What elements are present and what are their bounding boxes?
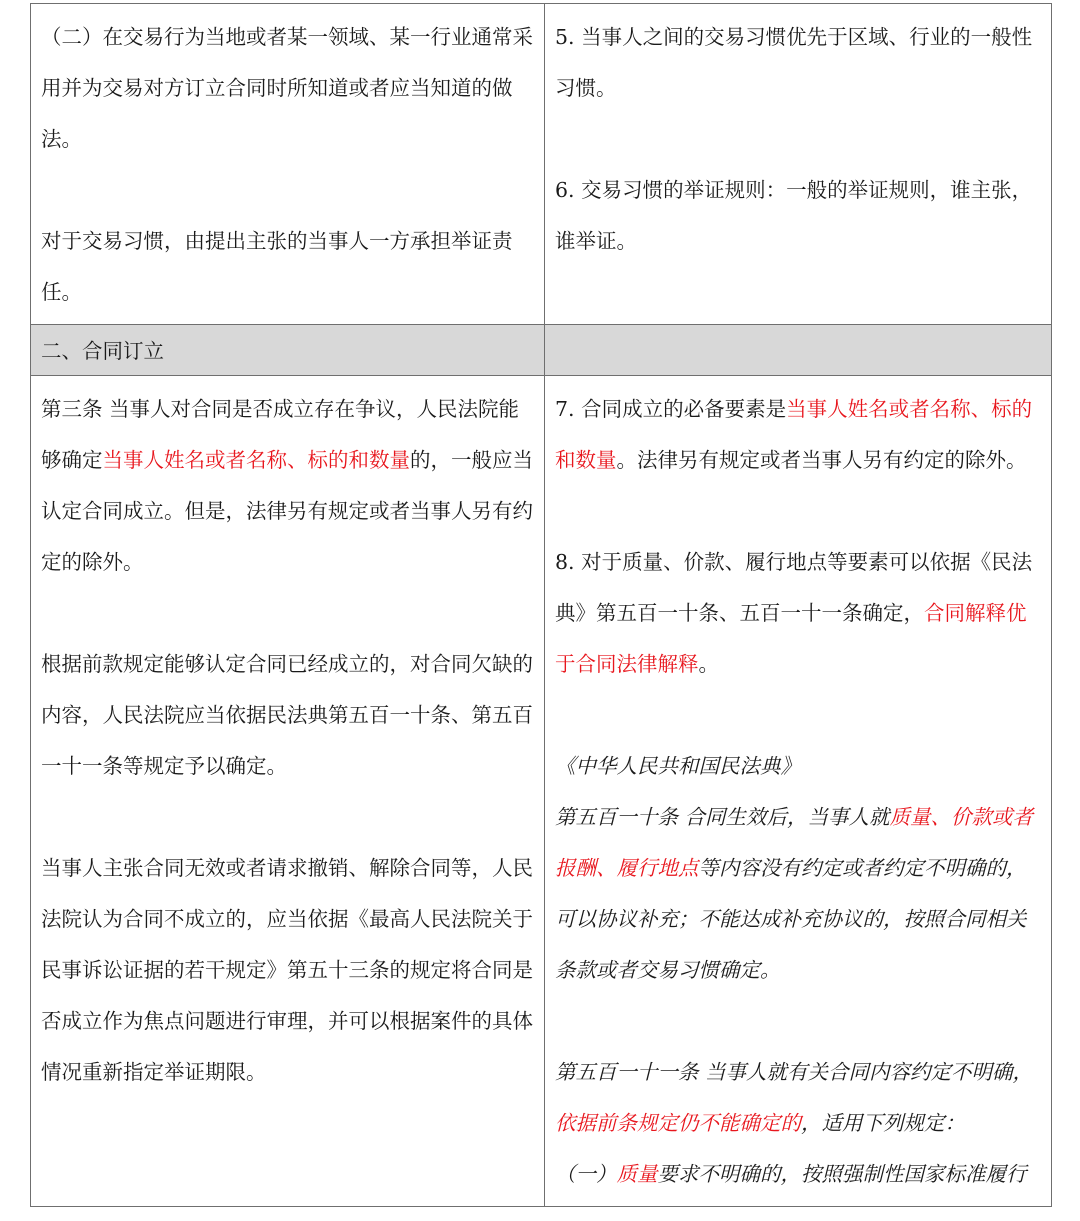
civil-code-title: 《中华人民共和国民法典》: [555, 754, 801, 778]
article-511-item-1-highlight: 质量: [616, 1162, 658, 1186]
article-3-p1-highlight: 当事人姓名或者名称、标的和数量: [102, 448, 410, 472]
paragraph-spacer: [555, 996, 1041, 1047]
article-510-highlight: 质量、价款或者报酬、履行地点: [555, 805, 1034, 880]
article-3-p1-end: 的，一般应当认定合同成立。但是，法律另有规定或者当事人另有约定的除外。: [41, 448, 533, 574]
note-7-start: 7. 合同成立的必备要素是: [555, 397, 787, 421]
civil-code-article-511: [555, 1047, 1041, 1149]
right-cell-article-3: [545, 376, 1052, 1207]
note-8-end: 。: [698, 652, 719, 676]
left-cell-article-3: [31, 376, 545, 1207]
note-item-7: [555, 384, 1041, 486]
article-3-paragraph-3: 当事人主张合同无效或者请求撤销、解除合同等，人民法院认为合同不成立的，应当依据《最高人民法院关于民事诉讼证据的若干规定》第五十三条的规定将合同是否成立作为焦点问题进行审理，并可以根据案件的具体情况重新指定举证期限。: [41, 856, 533, 1084]
note-7-end: 。法律另有规定或者当事人另有约定的除外。: [616, 448, 1027, 472]
table-row-article-3: [31, 376, 1052, 1207]
paragraph-spacer: [555, 114, 1041, 165]
article-511-item-1-end: 要求不明确的，按照强制性国家标准履行: [657, 1162, 1027, 1186]
note-item-5: 5. 当事人之间的交易习惯优先于区域、行业的一般性习惯。: [555, 25, 1033, 100]
table-row-section-heading: [31, 325, 1052, 376]
note-8-start: 8. 对于质量、价款、履行地点等要素可以依据《民法典》第五百一十条、五百一十一条确定，: [555, 550, 1033, 625]
burden-of-proof-text: 对于交易习惯，由提出主张的当事人一方承担举证责任。: [41, 229, 513, 304]
article-3-p1-start: 第三条 当事人对合同是否成立存在争议，人民法院能够确定: [41, 397, 520, 472]
article-511-end: ，适用下列规定：: [801, 1111, 965, 1135]
paragraph-spacer: [555, 690, 1041, 741]
article-510-start: 第五百一十条 合同生效后，当事人就: [555, 805, 890, 829]
paragraph-spacer: [41, 792, 534, 843]
note-item-6: 6. 交易习惯的举证规则：一般的举证规则，谁主张，谁举证。: [555, 178, 1033, 253]
article-item-2-text: （二）在交易行为当地或者某一领域、某一行业通常采用并为交易对方订立合同时所知道或者应当知道的做法。: [41, 25, 533, 151]
note-item-8: [555, 537, 1041, 690]
table-row-custom-practice: [31, 4, 1052, 325]
note-8-highlight: 合同解释优于合同法律解释: [555, 601, 1027, 676]
civil-code-article-510: [555, 792, 1041, 996]
paragraph-spacer: [41, 588, 534, 639]
article-3-paragraph-1: [41, 384, 534, 588]
civil-code-article-511-item-1: [555, 1149, 1041, 1200]
paragraph-spacer: [41, 165, 534, 216]
article-3-paragraph-2: 根据前款规定能够认定合同已经成立的，对合同欠缺的内容，人民法院应当依据民法典第五百一十条、第五百一十一条等规定予以确定。: [41, 652, 533, 778]
paragraph-spacer: [555, 486, 1041, 537]
section-heading-empty-cell: [545, 325, 1052, 376]
article-510-end: 等内容没有约定或者约定不明确的，可以协议补充；不能达成补充协议的，按照合同相关条款或者交易习惯确定。: [555, 856, 1027, 982]
right-cell-custom-practice: [545, 4, 1052, 325]
article-511-highlight: 依据前条规定仍不能确定的: [555, 1111, 801, 1135]
comparison-table: [30, 3, 1052, 1207]
article-511-start: 第五百一十一条 当事人就有关合同内容约定不明确，: [555, 1060, 1034, 1084]
section-heading-cell: 二、合同订立: [31, 325, 545, 376]
article-511-item-1-start: （一）: [555, 1162, 617, 1186]
left-cell-custom-practice: [31, 4, 545, 325]
note-7-highlight: 当事人姓名或者名称、标的和数量: [555, 397, 1033, 472]
